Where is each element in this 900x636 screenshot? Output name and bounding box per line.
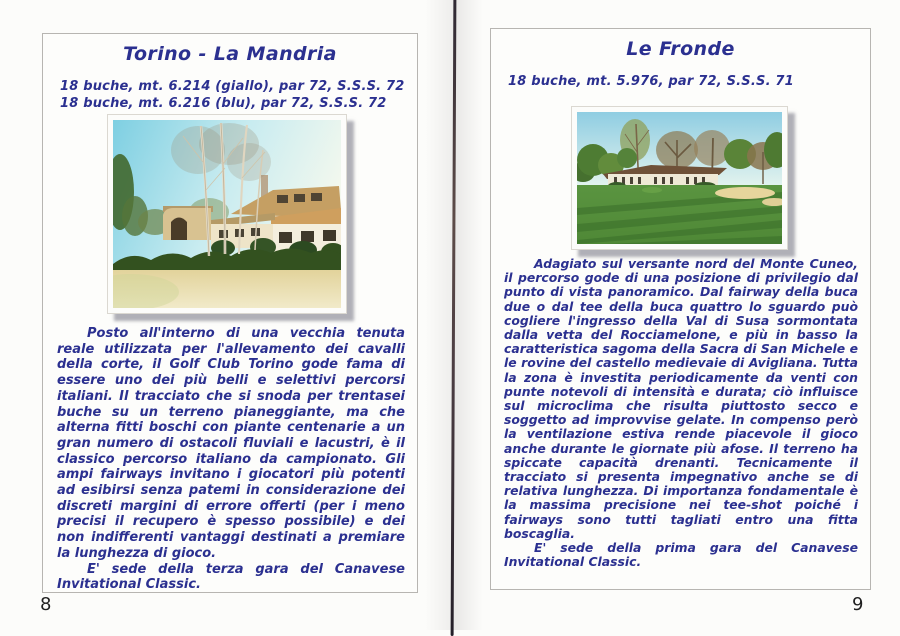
- course-specs-line: 18 buche, mt. 5.976, par 72, S.S.S. 71: [508, 74, 794, 89]
- paragraph: Posto all'interno di una vecchia tenuta reale utilizzata per l'allevamento dei cavalli della corte, il Golf Club Torino gode fama di essere uno dei più belli e selettivi percorsi italiani. Il tracciato che si snoda per trentasei buche su un terreno pianeggiante, ma che alterna fitti boschi con piante centenarie a un gran numero di ostacoli fluviali e lacustri, è il classico percorso italiano da campionato. Gli ampi fairways invitano i giocatori più potenti ad esibirsi senza patemi in considerazione dei discreti margini di errore offerti (per i meno precisi il recupero è spesso possibile) e dei non indifferenti vantaggi destinati a premiare la lunghezza di gioco.: [57, 326, 405, 561]
- body-text: [504, 257, 858, 569]
- course-specs: [508, 73, 870, 90]
- course-specs-line: 18 buche, mt. 6.214 (giallo), par 72, S.S.S. 72: [60, 79, 405, 94]
- paragraph: E' sede della prima gara del Canavese Invitational Classic.: [504, 540, 858, 570]
- left-page: [42, 33, 418, 593]
- page-title: Le Fronde: [626, 38, 735, 60]
- course-specs: [60, 78, 417, 112]
- la-mandria-clubhouse-photo: [113, 120, 341, 308]
- right-page: [490, 28, 871, 590]
- body-text: [57, 326, 405, 593]
- photo-frame: [571, 106, 788, 250]
- paragraph: E' sede della terza gara del Canavese Invitational Classic.: [57, 561, 405, 593]
- page-title: Torino - La Mandria: [123, 43, 337, 65]
- page-number-right: 9: [852, 594, 864, 615]
- photo-frame: [107, 114, 347, 314]
- paragraph: Adagiato sul versante nord del Monte Cuneo, il percorso gode di una posizione di privilegio dal punto di vista panoramico. Dal fairway della buca due o dal tee della buca quattro lo sguardo può cogliere l'ingresso della Val di Susa sormontata dalla vetta del Rocciamelone, e più in basso la caratteristica sagoma della Sacra di San Michele e le rovine del castello medievaie di Avigliana. Tutta la zona è investita periodicamente da venti con punte notevoli di intensità e durata; ciò influisce sul microclima che risulta piuttosto secco e soggetto ad improvvise gelate. In compenso però la ventilazione estiva rende piacevole il gioco anche durante le giornate più afose. Il terreno ha spiccate capacità drenanti. Tecnicamente il tracciato si presenta impegnativo anche se di relativa lunghezza. Di importanza fondamentale è la massima precisione nei tee-shot poiché i fairways sono tutti tagliati entro una fitta boscaglia.: [504, 256, 858, 541]
- le-fronde-course-photo: [577, 112, 782, 244]
- page-number-left: 8: [40, 594, 52, 615]
- course-specs-line: 18 buche, mt. 6.216 (blu), par 72, S.S.S. 72: [60, 96, 387, 111]
